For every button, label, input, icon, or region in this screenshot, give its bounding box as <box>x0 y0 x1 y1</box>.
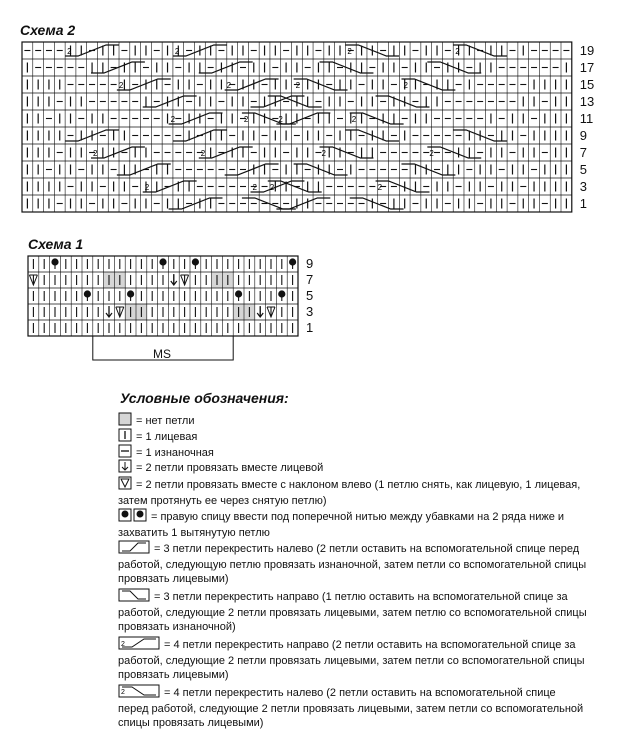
cable-label: 2 <box>243 115 249 124</box>
cable-label: 2 <box>170 115 176 124</box>
k2tog-arrow <box>257 306 263 317</box>
legend-symbol-icon <box>118 476 132 494</box>
cable-label: 2 <box>455 47 460 56</box>
svg-text:2: 2 <box>121 689 125 696</box>
chart2-row-label: 9 <box>579 128 587 143</box>
cable-label: 2 <box>429 149 434 158</box>
chart1-row-label: 7 <box>306 272 314 287</box>
legend-text: = правую спицу ввести под поперечной нитью между убавками на 2 ряда ниже и захватить 1 вытянутую петлю <box>118 511 565 540</box>
legend-symbol-icon <box>118 588 150 606</box>
chart2-title: Схема 2 <box>20 22 76 38</box>
lifted-loop-dot <box>235 290 242 297</box>
chart2-row-label: 15 <box>579 77 595 92</box>
chart1-row-label: 1 <box>306 320 314 335</box>
legend-item <box>118 588 588 634</box>
chart2-row-label: 13 <box>579 94 595 109</box>
legend-symbol-icon <box>118 540 150 558</box>
cable-label: 2 <box>118 81 124 90</box>
lifted-loop-dot <box>159 258 166 265</box>
chart2-row-label: 17 <box>579 60 595 75</box>
legend-text: = 1 изнаночная <box>136 447 214 459</box>
legend-title: Условные обозначения: <box>120 390 289 406</box>
lifted-loop-dot <box>192 258 199 265</box>
legend-text: = нет петли <box>136 415 195 427</box>
legend-symbol-icon <box>118 636 160 654</box>
lifted-loop-dot <box>127 290 134 297</box>
ms-label: MS <box>153 347 171 361</box>
cable-label: 2 <box>278 115 283 124</box>
k2tog-arrow <box>106 306 112 317</box>
legend-text: = 2 петли провязать вместе лицевой <box>136 462 324 474</box>
cable-label: 2 <box>92 149 98 158</box>
cable-label: 2 <box>226 81 232 90</box>
legend-item <box>118 476 588 508</box>
cable-label: 2 <box>252 183 257 192</box>
cable-label: 2 <box>269 183 275 192</box>
legend-text: = 2 петли провязать вместе с наклоном влево (1 петлю снять, как лицевую, 1 лицевая, затем протянуть ее через снятую петлю) <box>118 479 581 508</box>
legend-text: = 4 петли перекрестить налево (2 петли оставить на вспомогательной спице перед работой, следующие 2 петли провязать лицевыми, затем петли со вспомогательной спицы провязать лицевыми) <box>118 687 584 730</box>
cable-label: 2 <box>347 47 352 56</box>
legend-symbol-icon <box>118 684 160 702</box>
legend-text: = 4 петли перекрестить направо (2 петли оставить на вспомогательной спице за работой, следующие 2 петли провязать лицевыми, затем петли со вспомогательной спицы провязать лицевыми) <box>118 639 585 682</box>
lifted-loop-dot <box>84 290 91 297</box>
chart2-row-label: 3 <box>579 179 587 194</box>
legend-symbol-icon <box>118 508 147 526</box>
lifted-loop-dot <box>289 258 296 265</box>
chart2-row-label: 7 <box>579 145 587 160</box>
chart1-row-label: 5 <box>306 288 314 303</box>
k2tog-arrow <box>171 274 177 285</box>
chart2-row-label: 1 <box>579 196 587 211</box>
cable-label: 2 <box>403 81 408 90</box>
cable-label: 2 <box>295 81 301 90</box>
legend-text: = 1 лицевая <box>136 431 198 443</box>
cable-label: 2 <box>144 183 150 192</box>
legend-text: = 3 петли перекрестить направо (1 петлю оставить на вспомогательной спице за работой, следующие 2 петли провязать лицевыми, затем петлю со вспомогательной спицы провязать изнаночной) <box>118 591 587 634</box>
legend-item <box>118 684 588 730</box>
lifted-loop-dot <box>278 290 285 297</box>
cable-label: 2 <box>174 47 180 56</box>
legend-text: = 3 петли перекрестить налево (2 петли оставить на вспомогательной спице перед работой, следующую петлю провязать изнаночной, затем петли со вспомогательной спицы провязать лицевыми) <box>118 543 587 586</box>
chart2-row-label: 11 <box>579 111 594 126</box>
cable-label: 2 <box>351 115 357 124</box>
cable-label: 2 <box>321 149 326 158</box>
chart2-row-label: 19 <box>579 43 595 58</box>
legend-symbol-icon <box>118 459 132 477</box>
legend-item <box>118 459 588 477</box>
chart1-title: Схема 1 <box>28 236 84 252</box>
chart1-row-label: 9 <box>306 256 314 271</box>
cable-label: 2 <box>377 183 383 192</box>
legend-item <box>118 508 588 540</box>
chart2-row-label: 5 <box>579 162 587 177</box>
svg-text:2: 2 <box>121 641 125 648</box>
cable-label: 2 <box>200 149 206 158</box>
legend-item <box>118 540 588 586</box>
lifted-loop-dot <box>51 258 58 265</box>
cable-label: 2 <box>67 47 72 56</box>
legend-item <box>118 636 588 682</box>
chart1-row-label: 3 <box>306 304 314 319</box>
